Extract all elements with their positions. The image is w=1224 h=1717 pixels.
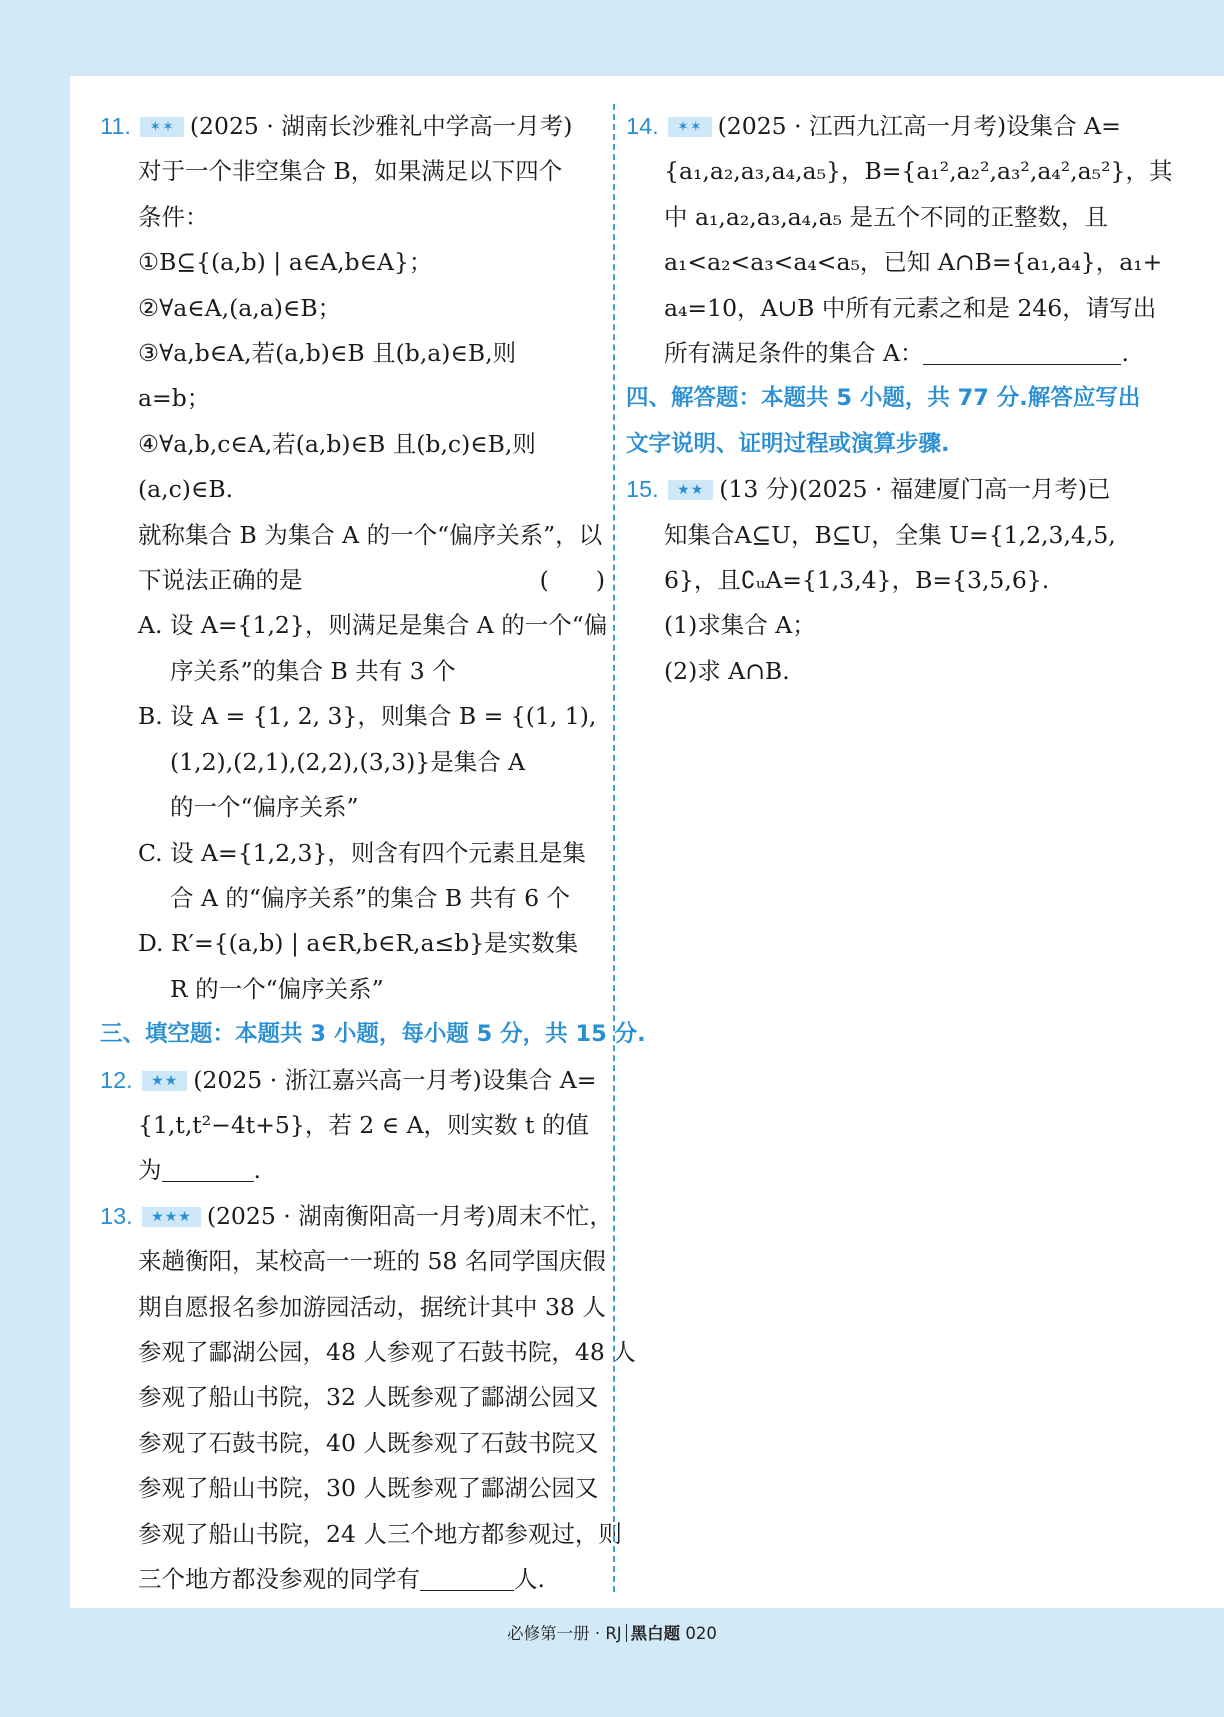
q13-line: 参观了船山书院，24 人三个地方都参观过，则 <box>138 1519 622 1548</box>
question-number: 15. <box>626 476 659 503</box>
page-number: 020 <box>685 1624 717 1643</box>
q12-header <box>100 1058 605 1103</box>
option-d-cont: R 的一个“偏序关系” <box>170 974 384 1003</box>
q11-condition-3: ③∀a,b∈A,若(a,b)∈B 且(b,a)∈B,则 <box>138 339 517 368</box>
q13-header <box>100 1194 613 1239</box>
column-divider <box>613 104 615 1592</box>
option-d: D. R′={(a,b) | a∈R,b∈R,a≤b}是实数集 <box>138 929 579 958</box>
q11-line: (2025 · 湖南长沙雅礼中学高一月考) <box>189 112 573 140</box>
q13-line: 期自愿报名参加游园活动，据统计其中 38 人 <box>138 1292 606 1321</box>
q11-line: 条件： <box>138 202 209 231</box>
option-c: C. 设 A={1,2,3}，则含有四个元素且是集 <box>138 838 586 867</box>
difficulty-badge: ✶✶ <box>668 117 711 137</box>
q15-header <box>626 467 1118 512</box>
q14-line: {a₁,a₂,a₃,a₄,a₅}，B={a₁²,a₂²,a₃²,a₄²,a₅²}，其 <box>664 157 1173 186</box>
difficulty-badge: ★★ <box>668 480 713 500</box>
q11-prompt-text: 下说法正确的是 <box>138 566 303 595</box>
q14-line: (2025 · 江西九江高一月考)设集合 A= <box>717 112 1121 140</box>
q12-line: (2025 · 浙江嘉兴高一月考)设集合 A= <box>193 1065 597 1094</box>
q11-definition: 就称集合 B 为集合 A 的一个“偏序关系”，以 <box>138 520 603 549</box>
answer-blank[interactable] <box>420 1560 514 1591</box>
question-number: 13. <box>100 1202 133 1229</box>
footer-book-title: 必修第一册 · RJ <box>507 1624 622 1643</box>
section-heading-solutions: 四、解答题：本题共 5 小题，共 77 分.解答应写出 <box>626 385 1141 412</box>
option-b-cont: (1,2),(2,1),(2,2),(3,3)}是集合 A <box>170 747 526 776</box>
answer-blank[interactable] <box>923 334 1121 365</box>
q11-condition-4: ④∀a,b,c∈A,若(a,b)∈B 且(b,c)∈B,则 <box>138 429 536 458</box>
q11-line: 对于一个非空集合 B，如果满足以下四个 <box>138 157 563 186</box>
right-column <box>626 104 1173 694</box>
option-a: A. 设 A={1,2}，则满足是集合 A 的一个“偏 <box>138 611 608 640</box>
q14-line: a₄=10，A∪B 中所有元素之和是 246，请写出 <box>664 293 1157 322</box>
q11-prompt <box>100 558 605 603</box>
q13-line: (2025 · 湖南衡阳高一月考)周末不忙， <box>206 1201 613 1230</box>
q11-condition-4-cont: (a,c)∈B. <box>138 475 234 504</box>
footer-separator <box>626 1624 627 1642</box>
q13-text-end: 人. <box>514 1565 545 1593</box>
section-heading-fill-in: 三、填空题：本题共 3 小题，每小题 5 分，共 15 分. <box>100 1021 646 1048</box>
q15-line: 6}，且∁ᵤA={1,3,4}，B={3,5,6}. <box>664 566 1050 595</box>
q14-text: 所有满足条件的集合 A： <box>664 339 924 368</box>
q15-line: (13 分)(2025 · 福建厦门高一月考)已 <box>719 475 1111 504</box>
q13-line: 参观了船山书院，30 人既参观了酃湖公园又 <box>138 1474 599 1503</box>
option-b: B. 设 A = {1, 2, 3}，则集合 B = {(1, 1), <box>138 702 597 731</box>
page-sheet <box>70 76 1224 1608</box>
q11-condition-2: ②∀a∈A,(a,a)∈B； <box>138 293 342 322</box>
difficulty-badge: ✶✶ <box>140 117 183 137</box>
q13-line: 参观了石鼓书院，40 人既参观了石鼓书院又 <box>138 1428 599 1457</box>
q14-answer-line <box>626 331 1129 376</box>
q13-answer-line <box>100 1557 605 1602</box>
option-a-cont: 序关系”的集合 B 共有 3 个 <box>170 656 456 685</box>
q14-line: a₁<a₂<a₃<a₄<a₅，已知 A∩B={a₁,a₄}，a₁+ <box>664 248 1163 277</box>
question-number: 11. <box>100 113 131 139</box>
difficulty-badge: ★★★ <box>142 1207 201 1227</box>
q13-line: 参观了船山书院，32 人既参观了酃湖公园又 <box>138 1383 599 1412</box>
q11-condition-1: ①B⊆{(a,b) | a∈A,b∈A}； <box>138 248 433 277</box>
q13-line: 参观了酃湖公园，48 人参观了石鼓书院，48 人 <box>138 1337 636 1366</box>
difficulty-badge: ★★ <box>142 1071 187 1091</box>
q12-answer-line <box>100 1148 605 1193</box>
q12-text-end: . <box>253 1156 261 1185</box>
q13-text: 三个地方都没参观的同学有 <box>138 1565 420 1593</box>
q14-text-end: . <box>1121 339 1129 368</box>
q14-header <box>626 104 1121 149</box>
q15-line: 知集合A⊆U，B⊆U，全集 U={1,2,3,4,5, <box>664 520 1116 549</box>
q15-part-2: (2)求 A∩B. <box>664 656 790 685</box>
q11-condition-3-cont: a=b； <box>138 384 211 413</box>
q15-part-1: (1)求集合 A； <box>664 611 816 640</box>
page-footer <box>0 1620 1224 1644</box>
answer-blank[interactable] <box>162 1151 254 1182</box>
option-b-cont: 的一个“偏序关系” <box>170 793 359 822</box>
option-c-cont: 合 A 的“偏序关系”的集合 B 共有 6 个 <box>170 883 571 912</box>
q12-line: {1,t,t²−4t+5}，若 2 ∈ A，则实数 t 的值 <box>138 1110 589 1139</box>
q11-header <box>100 104 605 149</box>
section-heading-solutions-cont: 文字说明、证明过程或演算步骤. <box>626 430 950 457</box>
footer-brand: 黑白题 <box>630 1624 681 1643</box>
q12-text: 为 <box>138 1156 162 1185</box>
question-number: 14. <box>626 113 659 139</box>
question-number: 12. <box>100 1066 133 1093</box>
q14-line: 中 a₁,a₂,a₃,a₄,a₅ 是五个不同的正整数，且 <box>664 202 1108 231</box>
q13-line: 来趟衡阳，某校高一一班的 58 名同学国庆假 <box>138 1247 606 1276</box>
answer-paren: ( ) <box>539 566 605 595</box>
